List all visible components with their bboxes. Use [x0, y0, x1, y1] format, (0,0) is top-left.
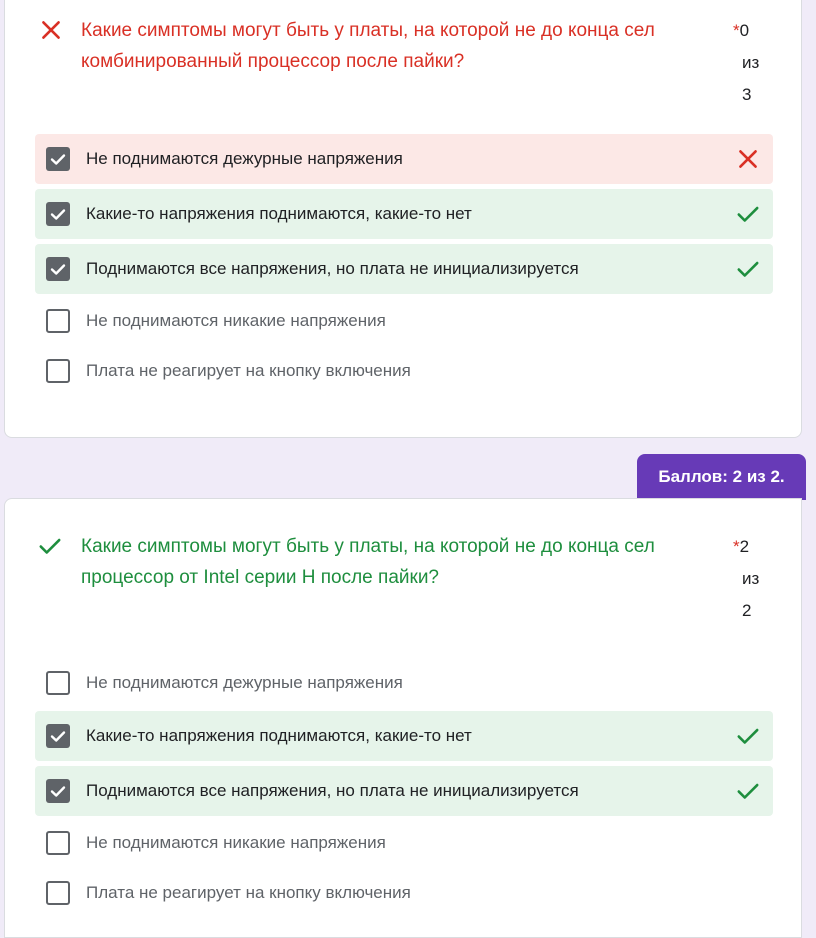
question-title: Какие симптомы могут быть у платы, на которой не до конца сел процессор от Intel серии H после пайки?: [81, 536, 655, 588]
checkbox-checked-icon[interactable]: [46, 724, 70, 748]
checkbox-unchecked-icon[interactable]: [46, 671, 70, 695]
option-label: Какие-то напряжения поднимаются, какие-то нет: [86, 204, 472, 223]
points-of: из: [742, 53, 760, 72]
checkbox-checked-icon[interactable]: [46, 779, 70, 803]
question-points: [733, 531, 773, 627]
points-earned: 0: [739, 21, 750, 40]
option-label: Не поднимаются никакие напряжения: [86, 311, 386, 330]
question-card: [4, 498, 802, 938]
checkbox-unchecked-icon[interactable]: [46, 831, 70, 855]
required-mark: *: [733, 21, 740, 40]
option-label: Не поднимаются дежурные напряжения: [86, 149, 403, 168]
check-icon: [735, 201, 761, 227]
option-row[interactable]: [35, 134, 773, 184]
close-icon: [735, 146, 761, 172]
question-title: Какие симптомы могут быть у платы, на которой не до конца сел комбинированный процессор после пайки?: [81, 20, 655, 72]
checkbox-checked-icon[interactable]: [46, 147, 70, 171]
points-total: 3: [742, 85, 752, 104]
option-label: Какие-то напряжения поднимаются, какие-то нет: [86, 726, 472, 745]
option-row[interactable]: [35, 244, 773, 294]
check-icon: [735, 723, 761, 749]
option-label: Не поднимаются никакие напряжения: [86, 833, 386, 852]
score-badge: Баллов: 2 из 2.: [637, 454, 806, 500]
option-row[interactable]: [35, 658, 773, 708]
option-row[interactable]: [35, 346, 773, 396]
checkbox-unchecked-icon[interactable]: [46, 359, 70, 383]
option-label: Поднимаются все напряжения, но плата не инициализируется: [86, 781, 579, 800]
check-icon: [37, 533, 63, 559]
option-row[interactable]: [35, 868, 773, 918]
checkbox-checked-icon[interactable]: [46, 257, 70, 281]
option-label: Не поднимаются дежурные напряжения: [86, 673, 403, 692]
check-icon: [735, 256, 761, 282]
checkbox-checked-icon[interactable]: [46, 202, 70, 226]
checkbox-unchecked-icon[interactable]: [46, 309, 70, 333]
points-of: из: [742, 569, 760, 588]
option-label: Плата не реагирует на кнопку включения: [86, 361, 411, 380]
option-row[interactable]: [35, 766, 773, 816]
option-row[interactable]: [35, 296, 773, 346]
required-mark: *: [733, 537, 740, 556]
option-row[interactable]: [35, 189, 773, 239]
check-icon: [735, 778, 761, 804]
question-points: [733, 15, 773, 111]
question-card: [4, 0, 802, 438]
points-earned: 2: [739, 537, 750, 556]
option-row[interactable]: [35, 711, 773, 761]
checkbox-unchecked-icon[interactable]: [46, 881, 70, 905]
option-label: Плата не реагирует на кнопку включения: [86, 883, 411, 902]
option-row[interactable]: [35, 818, 773, 868]
close-icon: [38, 17, 64, 43]
points-total: 2: [742, 601, 752, 620]
option-label: Поднимаются все напряжения, но плата не инициализируется: [86, 259, 579, 278]
